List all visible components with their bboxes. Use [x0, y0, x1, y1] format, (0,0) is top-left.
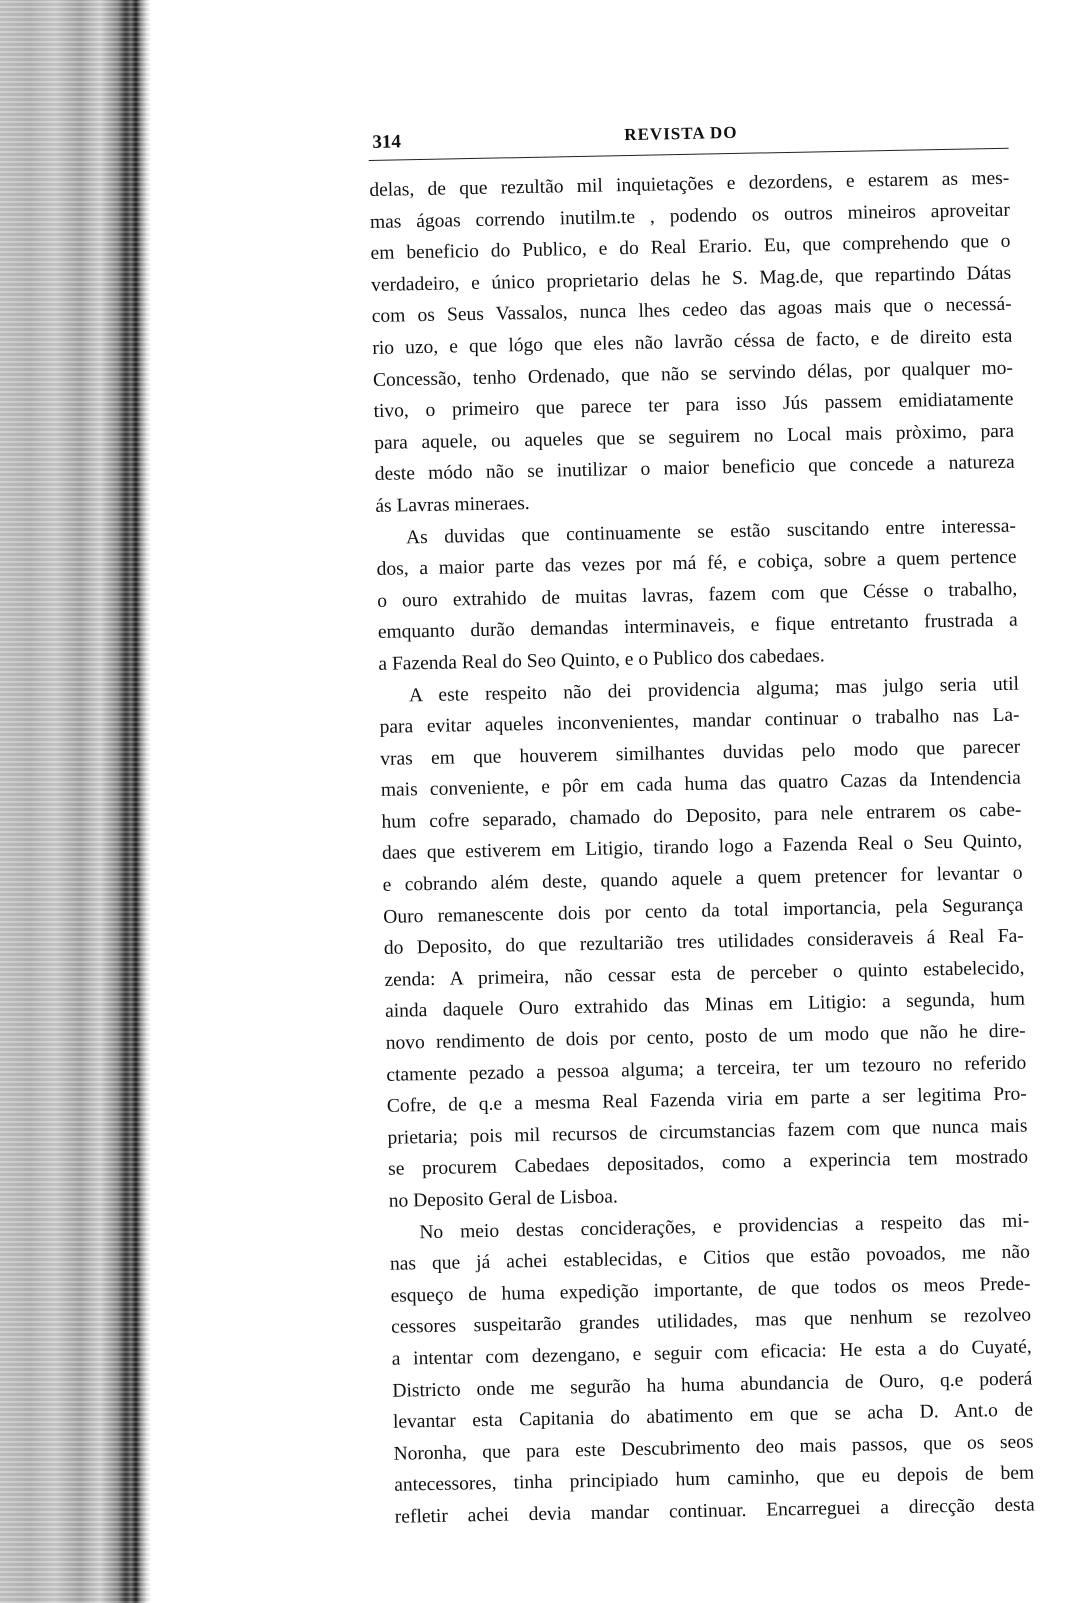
- text-line: e cobrando além deste, quando aquele a quem pretencer for levantar o: [382, 862, 1023, 896]
- text-line: zenda: A primeira, não cessar esta de perceber o quinto estabelecido,: [384, 957, 1025, 991]
- text-line: delas, de que rezultão mil inquietações e dezordens, e estarem as mes-: [369, 167, 1010, 201]
- text-line: emquanto durão demandas interminaveis, e fique entretanto frustrada a: [377, 609, 1018, 644]
- text-line: levantar esta Capitania do abatimento em que se acha D. Ant.o de: [392, 1399, 1034, 1433]
- text-line: Noronha, que para este Descubrimento deo mais passos, que os seos: [393, 1431, 1034, 1465]
- body-text: [369, 163, 1035, 1534]
- text-line: vras em que houverem similhantes duvidas pelo modo que parecer: [380, 736, 1021, 770]
- text-line: a Fazenda Real do Seo Quinto, e o Publico dos cabedaes.: [378, 645, 825, 675]
- text-line: em beneficio do Publico, e do Real Erario. Eu, que comprehendo que o: [370, 230, 1011, 265]
- text-line: para evitar aqueles inconvenientes, mandar continuar o trabalho nas La-: [379, 704, 1020, 738]
- text-line: deste módo não se inutilizar o maior beneficio que concede a natureza: [374, 451, 1015, 486]
- text-line: com os Seus Vassalos, nunca lhes cedeo das agoas mais que o necessá-: [371, 294, 1012, 328]
- text-line: daes que estiverem em Litigio, tirando logo a Fazenda Real o Seu Quinto,: [381, 831, 1023, 865]
- text-line: nas que já achei establecidas, e Citios que estão povoados, me não: [389, 1241, 1031, 1275]
- text-line: hum cofre separado, chamado do Deposito, para nele entrarem os cabe-: [381, 799, 1022, 833]
- text-line: ainda daquele Ouro extrahido das Minas em Litigio: a segunda, hum: [384, 988, 1026, 1023]
- text-line: A este respeito não dei providencia alguma; mas julgo seria util: [408, 673, 1020, 706]
- text-line: antecessores, tinha principiado hum caminho, que eu depois de bem: [394, 1462, 1035, 1497]
- text-line: Cofre, de q.e a mesma Real Fazenda viria em parte a ser legitima Pro-: [386, 1083, 1028, 1118]
- text-line: Districto onde me segurão ha huma abundancia de Ouro, q.e poderá: [392, 1368, 1033, 1402]
- text-line: no Deposito Geral de Lisboa.: [388, 1186, 618, 1212]
- text-line: As duvidas que continuamente se estão suscitando entre interessa-: [405, 515, 1017, 548]
- text-line: ctamente pezado a pessoa alguma; a terceira, ter um tezouro no referido: [386, 1052, 1027, 1086]
- text-line: se procurem Cabedaes depositados, como a experincia tem mostrado: [387, 1146, 1029, 1181]
- text-line: esqueço de huma expedição importante, de que todos os meos Prede-: [390, 1273, 1031, 1307]
- text-line: do Deposito, do que rezultarião tres utilidades consideraveis á Real Fa-: [383, 925, 1024, 960]
- text-line: tivo, o primeiro que parece ter para isso Jús passem emidiatamente: [373, 388, 1014, 423]
- text-line: a intentar com dezengano, e seguir com eficacia: He esta a do Cuyaté,: [391, 1336, 1032, 1370]
- running-head: [368, 108, 1009, 161]
- page-number: 314: [372, 131, 402, 153]
- text-line: rio uzo, e que lógo que eles não lavrão céssa de facto, e de direito esta: [372, 325, 1013, 359]
- text-line: verdadeiro, e único proprietario delas he S. Mag.de, que repartindo Dátas: [370, 262, 1012, 296]
- text-line: Concessão, tenho Ordenado, que não se servindo délas, por qualquer mo-: [372, 357, 1014, 391]
- text-line: cessores suspeitarão grandes utilidades, mas que nenhum se rezolveo: [390, 1304, 1032, 1339]
- journal-title: REVISTA DO: [624, 122, 738, 145]
- text-line: para aquele, ou aqueles que se seguirem no Local mais pròximo, para: [374, 420, 1015, 454]
- text-line: prietaria; pois mil recursos de circumstancias fazem com que nunca mais: [387, 1115, 1028, 1149]
- text-line: dos, a maior parte das vezes por má fé, e cobiça, sobre a quem pertence: [376, 546, 1017, 581]
- text-line: novo rendimento de dois por cento, posto de um modo que não he dire-: [385, 1020, 1026, 1054]
- text-line: No meio destas conciderações, e providencias a respeito das mi-: [419, 1210, 1030, 1243]
- text-line: Ouro remanescente dois por cento da total importancia, pela Segurança: [383, 894, 1024, 928]
- text-line: refletir achei devia mandar continuar. Encarreguei a direcção desta: [394, 1494, 1035, 1528]
- text-line: o ouro extrahido de muitas lavras, fazem com que Césse o trabalho,: [377, 578, 1018, 612]
- text-line: ás Lavras mineraes.: [375, 492, 530, 517]
- book-page: [368, 107, 1082, 1528]
- text-line: mas ágoas correndo inutilm.te , podendo os outros mineiros aproveitar: [369, 199, 1011, 233]
- book-gutter: [0, 0, 150, 1603]
- text-line: mais conveniente, e pôr em cada huma das quatro Cazas da Intendencia: [380, 767, 1021, 802]
